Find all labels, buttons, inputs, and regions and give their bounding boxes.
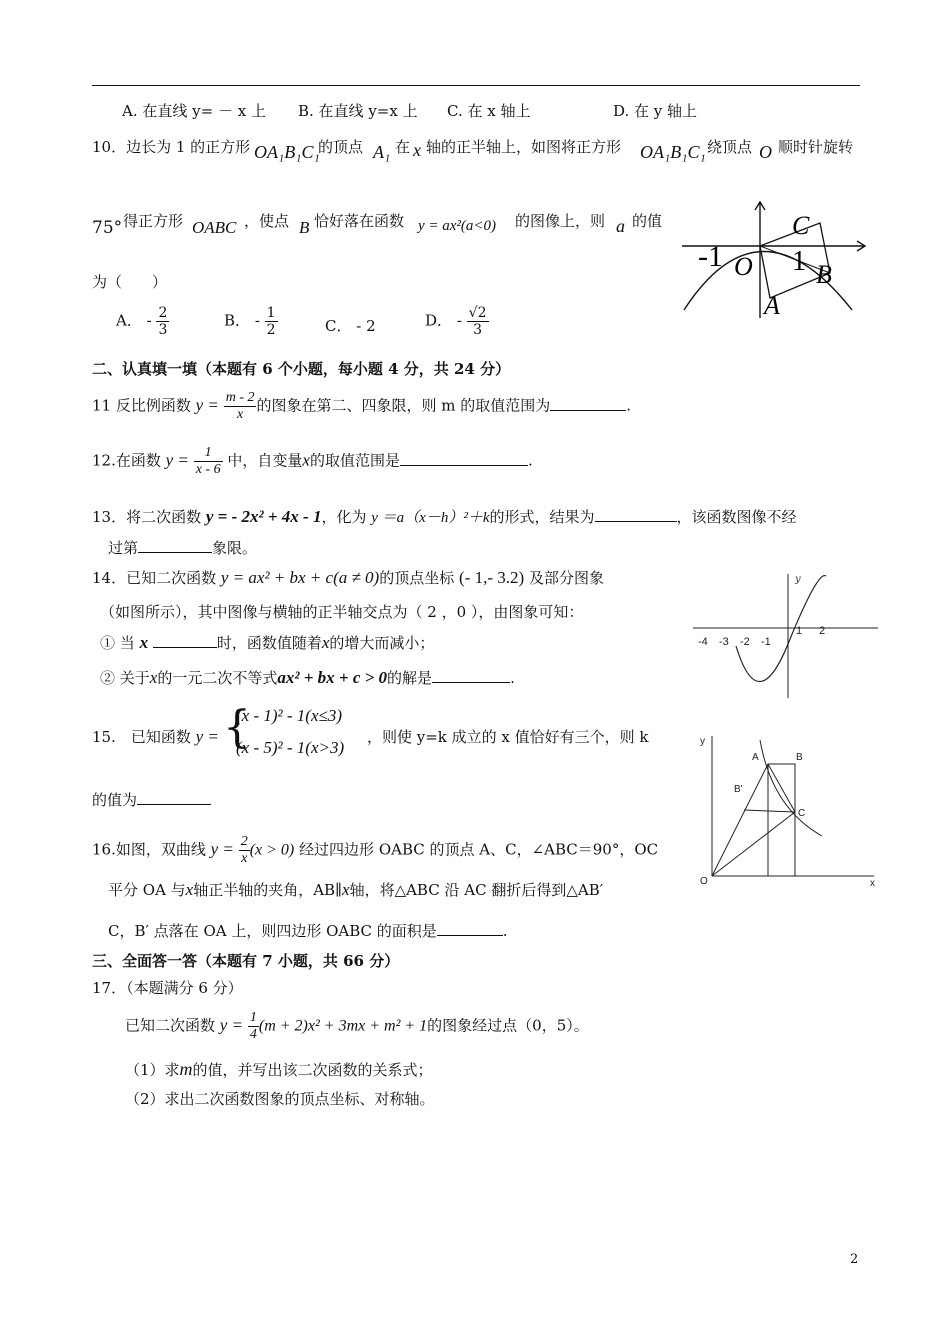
q10-text: 的顶点 [318, 138, 364, 156]
q13-quadrant-blank[interactable] [138, 538, 212, 553]
q10-text: 得正方形 [123, 212, 184, 230]
q10-square-1: OA₁B₁C₁ [254, 142, 320, 162]
q10-x: x [413, 140, 421, 160]
question-11: 11 反比例函数 y = $\frac{m - 2}{x}$ 的图象在第二、四象限，则 m 的取值范围为 . [92, 390, 632, 422]
q14-solution-blank[interactable] [432, 668, 510, 683]
q9-option-d: D. 在 y 轴上 [613, 102, 698, 120]
q10-a: a [616, 216, 625, 236]
q10-square-3: OABC [192, 218, 237, 237]
q14-figure-tick: -1 [761, 636, 771, 648]
q10-option-c: C． - 2 [325, 317, 376, 335]
q10-option-a: A． - $\frac{2}{3}$ [116, 305, 168, 338]
header-rule [92, 85, 860, 86]
q9-option-b: B. 在直线 y=x 上 [298, 102, 418, 120]
q14-figure [688, 568, 883, 700]
section-2-header: 二、认真填一填（本题有 6 个小题，每小题 4 分，共 24 分） [92, 360, 511, 378]
q10-text: 在 [395, 138, 411, 156]
q10-text: 的值 [632, 212, 663, 230]
q16-figure-label-b: B [796, 752, 803, 763]
question-12: 12.在函数 y = $\frac{1}{x - 6}$ 中，自变量x的取值范围是 . [92, 445, 533, 477]
q14-figure-tick: 1 [796, 625, 803, 637]
q10-text: 顺时针旋转 [778, 138, 854, 156]
q14-figure-tick: 2 [819, 625, 826, 637]
q14-figure-tick: -3 [719, 636, 729, 648]
q16-figure-label-b-prime: B' [734, 784, 743, 795]
q10-figure-label-1: 1 [792, 246, 806, 277]
q16-figure [692, 728, 882, 898]
q10-figure-label-neg1: -1 [698, 240, 723, 273]
q14-figure-y-label: y [795, 574, 801, 585]
q10-text: 恰好落在函数 [314, 212, 405, 230]
q16-figure-label-o: O [700, 876, 708, 887]
q10-text: 的图像上，则 [515, 212, 606, 230]
q10-figure-label-a: A [764, 291, 780, 320]
q15-case-1: (x - 1)² - 1(x≤3) [236, 706, 342, 725]
q14-x-blank[interactable] [153, 633, 217, 648]
q10-option-d: D． - $\frac{√2}{3}$ [425, 305, 487, 338]
q15-case-2: (x - 5)² - 1(x>3) [236, 738, 345, 757]
page-number: 2 [850, 1252, 859, 1267]
q10-o: O [759, 142, 772, 162]
q14-figure-tick: -4 [698, 636, 708, 648]
q10-text: ，使点 [244, 212, 290, 230]
section-3-header: 三、全面答一答（本题有 7 小题，共 66 分） [92, 952, 400, 970]
q9-option-a: A. 在直线 y= － x 上 [122, 102, 266, 120]
q16-figure-label-c: C [798, 808, 806, 819]
q9-option-c: C. 在 x 轴上 [447, 102, 531, 120]
q16-figure-label-x: x [870, 878, 875, 889]
q10-square-2: OA₁B₁C₁ [640, 142, 706, 162]
q17-title: 17．（本题满分 6 分） [92, 979, 243, 997]
q10-text: 绕顶点 [707, 138, 753, 156]
q10-figure-label-b: B [816, 260, 832, 289]
q14-figure-tick: -2 [740, 636, 750, 648]
q10-option-b: B． - $\frac{1}{2}$ [224, 305, 276, 338]
q15-brace: { [223, 702, 251, 753]
q10-text: 轴的正半轴上，如图将正方形 [426, 138, 622, 156]
q10-figure [680, 198, 870, 323]
q10-figure-label-o: O [734, 252, 753, 281]
q13-answer-blank[interactable] [595, 507, 677, 522]
q10-text: 为（ ） [92, 273, 168, 291]
q10-vertex: A₁ [373, 142, 391, 162]
q15-answer-blank[interactable] [137, 790, 211, 805]
q17-sub-2: （2）求出二次函数图象的顶点坐标、对称轴。 [125, 1090, 435, 1108]
q10-angle: 75° [92, 218, 123, 238]
q16-answer-blank[interactable] [437, 921, 503, 936]
q16-figure-label-y: y [700, 736, 705, 747]
q15-text: ，则使 y=k 成立的 x 值恰好有三个，则 k [367, 728, 649, 746]
q10-text: 10．边长为 1 的正方形 [92, 138, 251, 156]
q16-figure-label-a: A [752, 752, 759, 763]
q12-answer-blank[interactable] [400, 451, 528, 466]
q10-b: B [299, 218, 310, 237]
q11-answer-blank[interactable] [550, 396, 626, 411]
q10-function: y = ax²(a<0) [418, 218, 497, 234]
q10-figure-label-c: C [792, 211, 810, 240]
